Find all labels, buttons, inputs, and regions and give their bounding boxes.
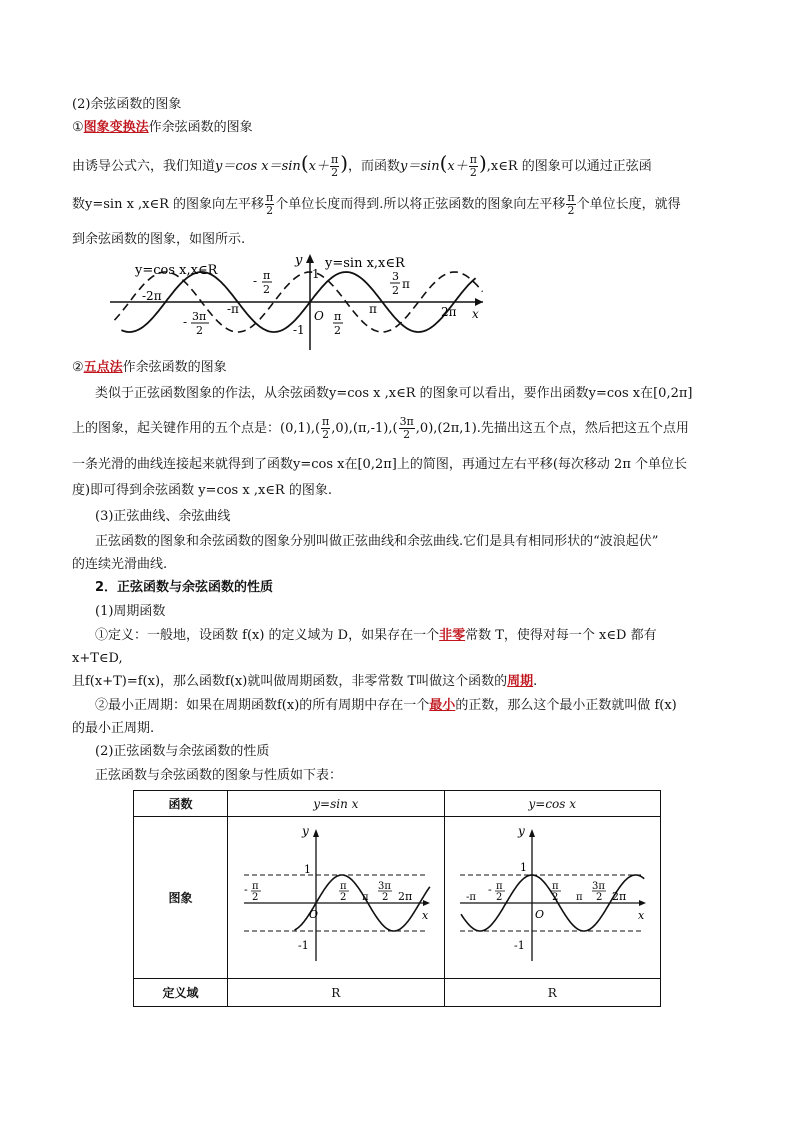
minus-one-label: -1 — [293, 323, 305, 337]
sin-mini-graph — [236, 821, 436, 971]
domain-cos: R — [444, 979, 660, 1007]
m-pi-label: -π — [466, 892, 477, 903]
pi-label: π — [576, 892, 583, 903]
row-domain-label: 定义域 — [134, 979, 228, 1007]
def-highlight-nonzero: 非零 — [439, 628, 466, 643]
def-highlight-period: 周期 — [507, 674, 534, 689]
para2-line3: 一条光滑的曲线连接起来就得到了函数y=cos x在[0,2π]上的简图，再通过左右平移(每次移动 2π 个单位长 — [72, 457, 687, 472]
cos-mini-graph — [452, 821, 652, 971]
x-label: x — [472, 307, 479, 321]
x-axis-arrow — [423, 900, 430, 906]
m-pi2-den: 2 — [251, 892, 259, 903]
p3pi2-num: 3π — [592, 881, 606, 892]
method1-suffix: 作余弦函数的图象 — [148, 120, 253, 135]
paren-close: ) — [340, 151, 349, 175]
para1-eq2: y＝sin — [400, 159, 440, 174]
table-domain-row — [134, 979, 661, 1007]
method1-highlight: 图象变换法 — [83, 120, 149, 135]
origin-label: O — [308, 908, 318, 921]
heading-props: (2)正弦函数与余弦函数的性质 — [95, 744, 270, 759]
para2-line2 — [72, 414, 732, 444]
minperiod-l1b: 的正数，那么这个最小正数就叫做 f(x) — [455, 698, 677, 713]
para1-l2b: 个单位长度而得到.所以将正弦函数的图象向左平移 — [275, 197, 566, 212]
pi2-den: 2 — [334, 324, 341, 337]
two-pi-label: 2π — [441, 305, 457, 319]
frac-pi-2: $\frac{\pi}{2}$ — [266, 191, 274, 217]
sin-label: y=sin x,x∈R — [325, 256, 405, 271]
def-l1a: ①定义：一般地，设函数 f(x) 的定义域为 D，如果存在一个 — [95, 628, 440, 643]
paren-close: ) — [478, 151, 487, 175]
p3pi2-den: 2 — [381, 892, 389, 903]
frac-pi-2: $\frac{\pi}{2}$ — [567, 191, 575, 217]
sin-graph-cell — [228, 817, 444, 979]
frac-3pi-2: $\frac{3\pi}{2}$ — [399, 415, 414, 441]
m3pi2-num: 3π — [192, 310, 207, 323]
origin-label: O — [535, 908, 545, 921]
method1-prefix: ① — [72, 120, 84, 135]
m-pi2-minus: - — [243, 883, 248, 896]
frac-pi-2: $\frac{\pi}{2}$ — [322, 415, 330, 441]
para1-line1 — [72, 148, 732, 178]
def-l1b: 常数 T，使得对每一个 x∈D 都有 — [465, 628, 657, 643]
domain-sin: R — [228, 979, 444, 1007]
m2pi-label: -2π — [142, 289, 162, 303]
table-intro: 正弦函数与余弦函数的图象与性质如下表： — [95, 768, 343, 783]
mpi2-num: π — [263, 269, 271, 282]
y-axis-arrow — [306, 254, 314, 263]
pi2-num: π — [339, 881, 347, 892]
frac-pi-2: $\frac{\pi}{2}$ — [469, 153, 477, 179]
minus-one-label: -1 — [514, 939, 525, 952]
one-label: 1 — [312, 267, 320, 281]
pi2-den: 2 — [339, 892, 347, 903]
pi2-num: π — [334, 310, 342, 323]
method2-suffix: 作余弦函数的图象 — [122, 360, 227, 375]
m-pi2-minus: - — [488, 883, 492, 896]
p3pi2-pi: π — [402, 277, 410, 291]
def-line1 — [95, 626, 755, 646]
para1-l1b: ，而函数 — [348, 159, 401, 174]
cos-graph-cell — [444, 817, 660, 979]
m3pi2-minus: - — [183, 315, 188, 329]
method2-heading — [72, 358, 732, 378]
table-header-row — [134, 791, 661, 817]
y-label: y — [518, 824, 526, 838]
one-label: 1 — [303, 863, 311, 876]
method2-prefix: ② — [72, 360, 84, 375]
x-axis-arrow — [475, 298, 483, 306]
pi-label: π — [369, 302, 377, 316]
method2-highlight: 五点法 — [83, 360, 123, 375]
para2-line4: 度)即可得到余弦函数 y=cos x ,x∈R 的图象. — [72, 483, 332, 498]
frac-pi-2: $\frac{\pi}{2}$ — [330, 153, 339, 179]
header-func: 函数 — [134, 791, 228, 817]
p3pi2-num: 3π — [377, 881, 391, 892]
y-label: y — [295, 253, 303, 268]
pi-label: π — [361, 892, 369, 903]
mpi2-den: 2 — [263, 283, 270, 296]
def-line3 — [72, 672, 732, 692]
heading-curves: (3)正弦曲线、余弦曲线 — [95, 509, 231, 524]
m-pi2-num: π — [496, 881, 503, 892]
def-l3a: 且f(x+T)=f(x)，那么函数f(x)就叫做周期函数，非零常数 T叫做这个函数的 — [72, 674, 508, 689]
heading-cos-graph: (2)余弦函数的图象 — [72, 97, 182, 112]
para1-line2 — [72, 190, 732, 220]
one-label: 1 — [520, 861, 528, 874]
heading-periodic: (1)周期函数 — [95, 604, 166, 619]
x-label: x — [421, 909, 429, 922]
p3pi2-num: 3 — [392, 270, 399, 283]
sin-cos-figure — [105, 250, 490, 355]
minperiod-highlight: 最小 — [429, 698, 456, 713]
para1-eq1: y＝cos x＝sin — [215, 159, 301, 174]
origin-label: O — [314, 309, 324, 323]
para3-line2: 的连续光滑曲线. — [72, 557, 168, 572]
para1-l2a: 数y=sin x ,x∈R 的图象向左平移 — [72, 197, 265, 212]
y-axis-arrow — [313, 829, 319, 837]
header-cos: y=cos x — [444, 791, 660, 817]
m-pi2-den: 2 — [496, 892, 503, 903]
mpi2-minus: - — [253, 274, 258, 288]
p3pi2-den: 2 — [596, 892, 603, 903]
para1-l2c: 个单位长度，就得 — [576, 197, 681, 212]
para2-l2b: ,0),(π,-1),( — [331, 421, 398, 436]
x-label: x — [638, 909, 645, 922]
para1-l1c: ,x∈R 的图象可以通过正弦函 — [486, 159, 652, 174]
para2-l2a: 上的图象，起关键作用的五个点是：(0,1),( — [72, 421, 321, 436]
para1-x: x＋ — [447, 159, 468, 174]
para1-l1a: 由诱导公式六，我们知道 — [72, 159, 216, 174]
def-l3b: . — [533, 674, 538, 689]
def-line2: x+T∈D, — [72, 651, 123, 666]
row-graph-label: 图象 — [134, 817, 228, 979]
header-sin: y=sin x — [228, 791, 444, 817]
para1-line3: 到余弦函数的图象，如图所示. — [72, 232, 246, 247]
mpi-label: -π — [227, 302, 239, 316]
minperiod-l1a: ②最小正周期：如果在周期函数f(x)的所有周期中存在一个 — [95, 698, 430, 713]
paren-open: ( — [300, 151, 309, 175]
para1-x: x＋ — [308, 159, 329, 174]
pi2-num: π — [552, 881, 559, 892]
m3pi2-den: 2 — [196, 324, 203, 337]
y-axis-arrow — [529, 829, 535, 837]
para2-line1: 类似于正弦函数图象的作法，从余弦函数y=cos x ,x∈R 的图象可以看出，要作出函数y=cos x在[0,2π] — [95, 386, 693, 401]
para2-l2c: ,0),(2π,1).先描出这五个点，然后把这五个点用 — [415, 421, 689, 436]
x-axis-arrow — [639, 900, 646, 906]
paren-open: ( — [439, 151, 448, 175]
m-pi2-num: π — [251, 881, 259, 892]
two-pi-label: 2π — [612, 890, 627, 903]
p3pi2-den: 2 — [392, 284, 399, 297]
minperiod-line2: 的最小正周期. — [72, 721, 155, 736]
minus-one-label: -1 — [297, 939, 309, 952]
pi2-den: 2 — [552, 892, 559, 903]
para3-line1: 正弦函数的图象和余弦函数的图象分别叫做正弦曲线和余弦曲线.它们是具有相同形状的“波浪起伏” — [95, 534, 659, 549]
minperiod-line1 — [95, 696, 755, 716]
two-pi-label: 2π — [397, 890, 413, 903]
y-label: y — [301, 824, 309, 838]
section2-heading: 2．正弦函数与余弦函数的性质 — [95, 580, 274, 595]
method1-heading — [72, 118, 732, 138]
properties-table — [133, 790, 661, 1007]
table-graph-row — [134, 817, 661, 979]
cos-label: y=cos x,x∈R — [135, 263, 218, 278]
